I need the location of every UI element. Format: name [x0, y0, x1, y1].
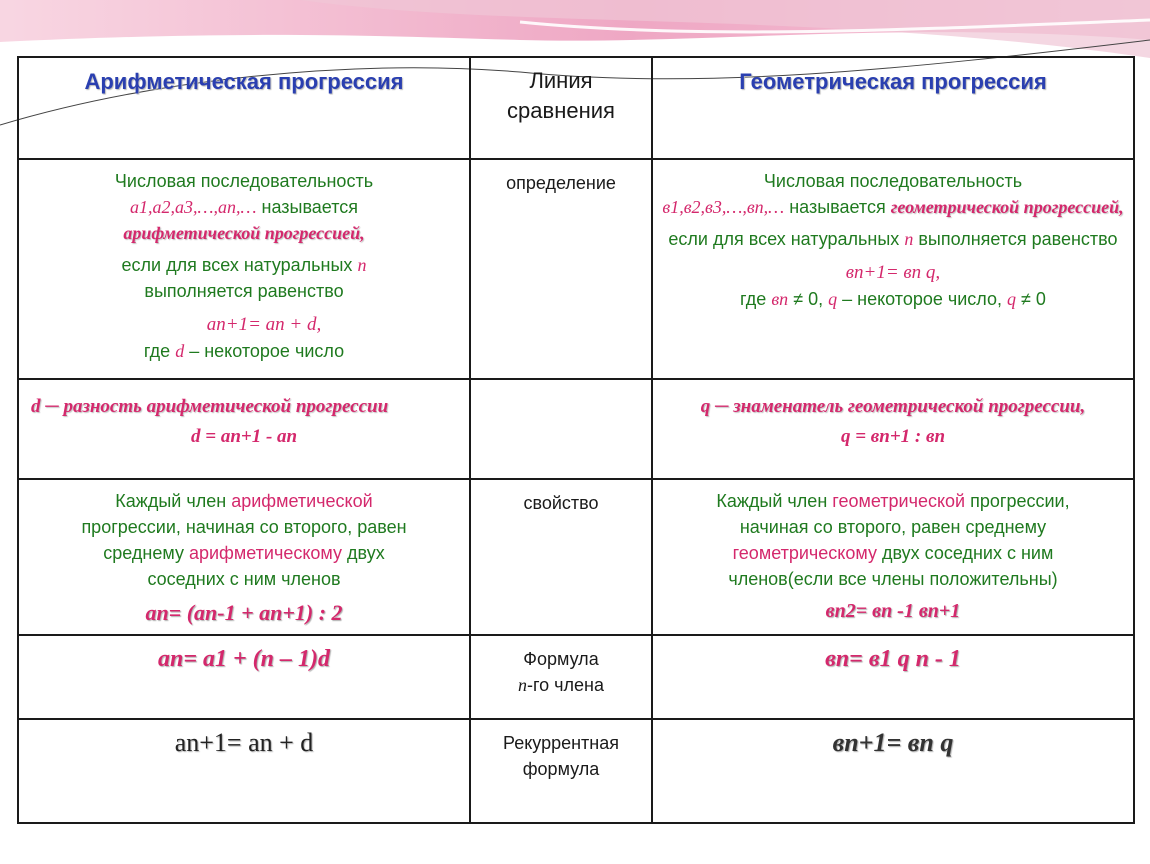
- table-row-nth-term: [18, 635, 1134, 719]
- text-highlight: арифметической: [231, 491, 373, 511]
- recurrent-label-line2: формула: [522, 759, 600, 779]
- d-var: d: [175, 341, 185, 361]
- recurrent-geom-formula: вn+1= вn q: [832, 728, 954, 757]
- not-zero-end: ≠ 0: [1021, 289, 1046, 309]
- recurrent-arithmetic: [18, 719, 470, 823]
- definition-arithmetic: [18, 159, 470, 379]
- where-text: где: [740, 289, 767, 309]
- text-part: Каждый член: [716, 491, 828, 511]
- table-row-recurrent: [18, 719, 1134, 823]
- label-nth-term: [470, 635, 652, 719]
- label-recurrent: [470, 719, 652, 823]
- property-geom-formula: вn2= вn -1 вn+1: [825, 600, 961, 622]
- table-row-header: [18, 57, 1134, 159]
- text-part: среднему: [103, 543, 184, 563]
- difference-formula: d = an+1 - an: [191, 426, 298, 447]
- recurrent-geometric: [652, 719, 1134, 823]
- n-var: n: [357, 255, 367, 275]
- label-property: свойство: [470, 479, 652, 635]
- formula-arith-recurrence: an+1= an + d,: [206, 314, 322, 335]
- difference-middle: [470, 379, 652, 479]
- definition-geom-line1: Числовая последовательность: [763, 171, 1023, 191]
- comparison-table-wrapper: [17, 56, 1133, 823]
- called-text: называется: [789, 197, 886, 217]
- denominator-label: q ─ знаменатель геометрической прогрессии,: [700, 396, 1086, 417]
- property-geom-line4: членов(если все члены положительны): [728, 569, 1058, 589]
- called-text: называется: [261, 197, 359, 217]
- header-arithmetic: Арифметическая прогрессия: [18, 57, 470, 159]
- text-part: Каждый член: [115, 491, 227, 511]
- formula-geom-recurrence: вn+1= вn q,: [845, 262, 941, 283]
- holds-text: выполняется равенство: [918, 229, 1118, 249]
- nth-geometric: [652, 635, 1134, 719]
- property-arithmetic: [18, 479, 470, 635]
- nth-label-rest: -го члена: [526, 675, 605, 695]
- not-zero-text: ≠ 0,: [793, 289, 824, 309]
- property-geom-line1: [661, 488, 1125, 514]
- definition-arith-where: [27, 338, 461, 364]
- n-var: n: [904, 229, 914, 249]
- nth-label-line1: Формула: [523, 649, 599, 669]
- bn-var: вn: [771, 289, 789, 309]
- header-comparison-line: Линия сравнения: [470, 57, 652, 159]
- table-row-difference: [18, 379, 1134, 479]
- table-row-definition: [18, 159, 1134, 379]
- term-geometric: геометрической прогрессией,: [890, 197, 1124, 217]
- where-post-text: – некоторое число: [189, 341, 345, 361]
- text-highlight: геометрической: [832, 491, 966, 511]
- definition-geom-line2: [661, 194, 1125, 220]
- nth-arith-formula: an= a1 + (n – 1)d: [157, 646, 331, 672]
- n-var: n: [517, 675, 527, 695]
- property-geom-line2: начиная со второго, равен среднему: [739, 517, 1047, 537]
- definition-geometric: [652, 159, 1134, 379]
- comparison-table: [17, 56, 1135, 824]
- text-part: двух: [347, 543, 385, 563]
- table-row-property: [18, 479, 1134, 635]
- nth-label-line2: [479, 672, 643, 698]
- difference-geometric: [652, 379, 1134, 479]
- property-arith-line3: [27, 540, 461, 566]
- q-var-2: q: [1007, 289, 1017, 309]
- definition-geom-cond: [661, 226, 1125, 252]
- definition-arith-cond: [27, 252, 461, 278]
- definition-arith-line2: [27, 194, 461, 220]
- denominator-formula: q = вn+1 : вn: [840, 426, 946, 447]
- property-arith-line4: соседних с ним членов: [147, 569, 341, 589]
- nth-geom-formula: вn= в1 q n - 1: [825, 646, 961, 672]
- text-highlight: геометрическому: [732, 543, 877, 563]
- nth-arithmetic: [18, 635, 470, 719]
- text-highlight: арифметическому: [188, 543, 343, 563]
- q-var: q: [828, 289, 838, 309]
- definition-arith-line1: Числовая последовательность: [114, 171, 374, 191]
- sequence-geom: в1,в2,в3,…,вn,…: [662, 197, 785, 217]
- recurrent-label-line1: Рекуррентная: [502, 733, 619, 753]
- definition-geom-where: [661, 286, 1125, 312]
- cond-text: если для всех натуральных: [668, 229, 900, 249]
- text-part: прогрессии,: [970, 491, 1070, 511]
- property-arith-line1: [27, 488, 461, 514]
- difference-label: d ─ разность арифметической прогрессии: [31, 396, 389, 417]
- property-arith-formula: an= (an-1 + an+1) : 2: [145, 600, 343, 625]
- text-part: двух соседних с ним: [881, 543, 1054, 563]
- cond-text: если для всех натуральных: [121, 255, 353, 275]
- where-post-text: – некоторое число,: [842, 289, 1003, 309]
- holds-text: выполняется равенство: [144, 281, 344, 301]
- term-arithmetic: арифметической прогрессией,: [123, 223, 365, 243]
- where-text: где: [143, 341, 171, 361]
- sequence-arith: a1,a2,a3,…,an,…: [129, 197, 257, 217]
- property-arith-line2: прогрессии, начиная со второго, равен: [81, 517, 407, 537]
- property-geometric: [652, 479, 1134, 635]
- recurrent-arith-formula: an+1= an + d: [174, 728, 314, 757]
- difference-arithmetic: [18, 379, 470, 479]
- label-definition: определение: [470, 159, 652, 379]
- property-geom-line3: [661, 540, 1125, 566]
- header-geometric: Геометрическая прогрессия: [652, 57, 1134, 159]
